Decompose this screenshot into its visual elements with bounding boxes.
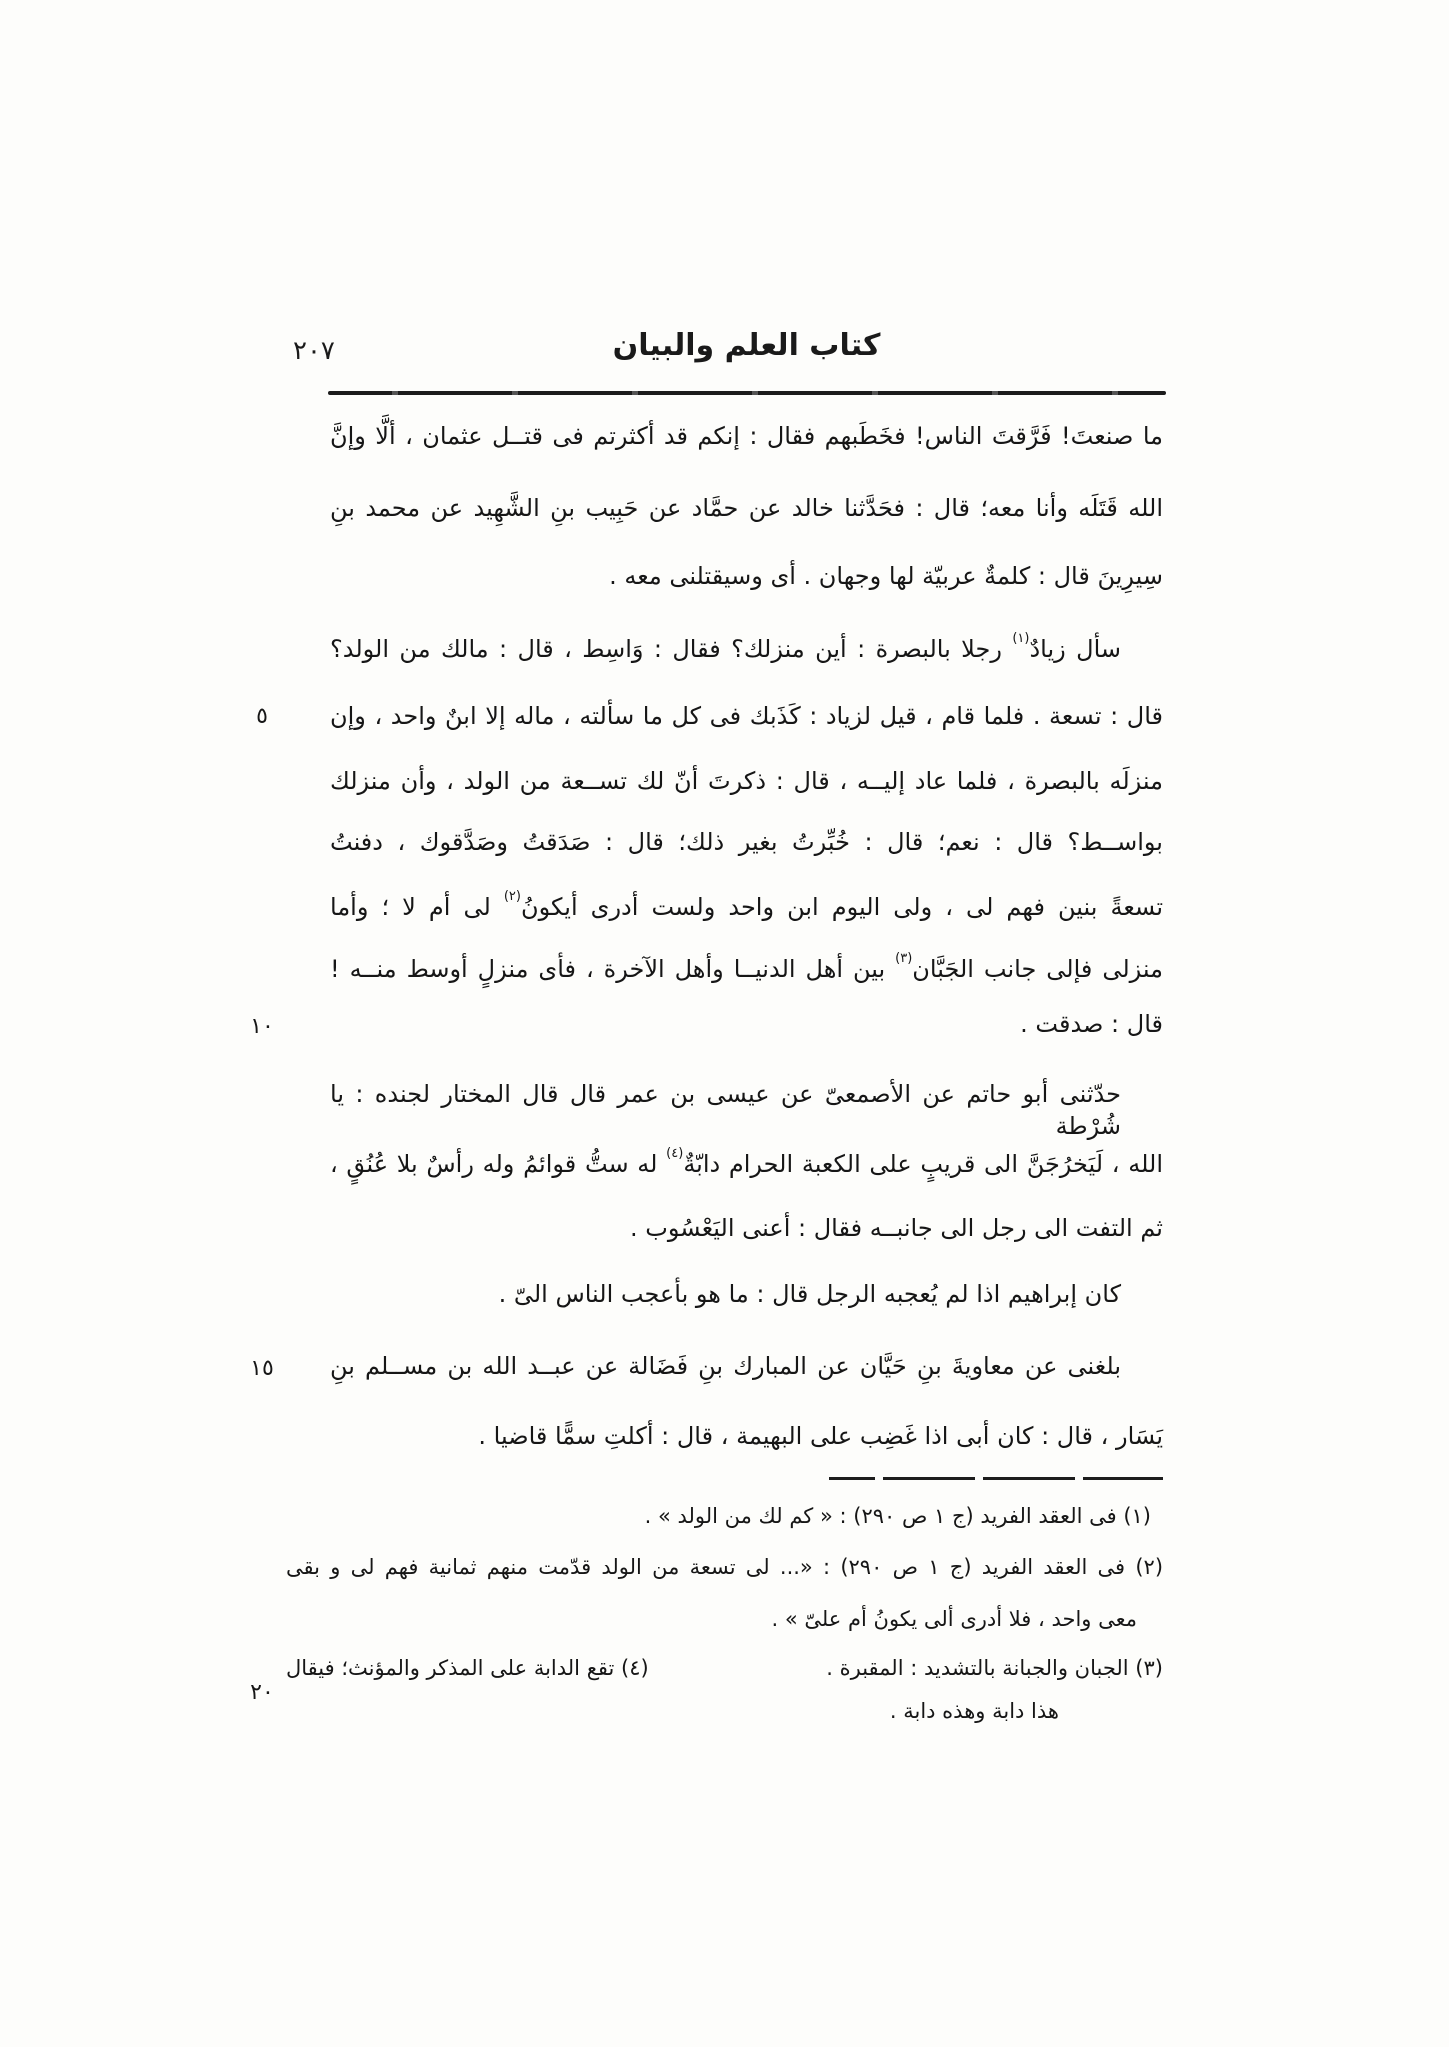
line-text: لى أم لا ؛ وأما bbox=[330, 893, 504, 921]
line-text: حدّثنى أبو حاتم عن الأصمعىّ عن عيسى بن عمر قال قال المختار لجنده : يا شُرْطة bbox=[330, 1080, 1121, 1141]
text-line bbox=[330, 1212, 1163, 1244]
text-line bbox=[330, 1008, 1163, 1040]
text-line bbox=[330, 1350, 1163, 1382]
line-text: سأل زيادٌ bbox=[1029, 635, 1121, 663]
line-text: بين أهل الدنيــا وأهل الآخرة ، فأى منزلٍ أوسط منــه ! bbox=[330, 955, 896, 983]
line-number-10: ١٠ bbox=[250, 1014, 274, 1039]
line-text: بلغنى عن معاويةَ بنِ حَيَّان عن المبارك بنِ فَضَالة عن عبــد الله بن مســلم بنِ bbox=[330, 1352, 1121, 1380]
footnote-ref-2: (٢) bbox=[503, 889, 521, 904]
text-line bbox=[330, 700, 1163, 732]
footnote-4-line-2: هذا دابة وهذه دابة . bbox=[889, 1699, 1059, 1723]
line-text: قال : صدقت . bbox=[1020, 1010, 1163, 1038]
line-text: يَسَار ، قال : كان أبى اذا غَضِب على البهيمة ، قال : أكلتِ سمًّا قاضيا . bbox=[478, 1422, 1163, 1450]
line-text: سِيرِينَ قال : كلمةٌ عربيّة لها وجهان . أى وسيقتلنى معه . bbox=[609, 562, 1163, 590]
line-number-15: ١٥ bbox=[250, 1356, 274, 1381]
line-number-5: ٥ bbox=[256, 704, 268, 729]
line-text: الله ، لَيَخرُجَنَّ الى قريبٍ على الكعبة الحرام دابّةٌ bbox=[683, 1150, 1163, 1178]
line-text: ثم التفت الى رجل الى جانبــه فقال : أعنى اليَعْسُوب . bbox=[630, 1214, 1163, 1242]
page-number: ٢٠٧ bbox=[293, 336, 335, 366]
line-text: الله قَتَلَه وأنا معه؛ قال : فحَدَّثنا خالد عن حمَّاد عن حَبِيب بنِ الشَّهِيد عن محمد بنِ bbox=[330, 494, 1163, 522]
footnote-2-line-2: معى واحد ، فلا أدرى ألى يكونُ أم علىّ » . bbox=[771, 1607, 1137, 1631]
text-line bbox=[330, 420, 1163, 452]
text-line bbox=[330, 950, 1163, 985]
header-rule bbox=[328, 391, 1166, 395]
text-line bbox=[330, 888, 1163, 923]
line-text: قال : تسعة . فلما قام ، قيل لزياد : كَذَبك فى كل ما سألته ، ماله إلا ابنٌ واحد ، وإن bbox=[330, 702, 1163, 730]
line-text: ما صنعتَ! فَرَّقتَ الناس! فخَطَبهم فقال : إنكم قد أكثرتم فى قتــل عثمان ، ألَّا وإنَّ bbox=[330, 422, 1163, 450]
footnote-ref-1: (١) bbox=[1012, 631, 1030, 646]
line-text: بواســط؟ قال : نعم؛ قال : خُبِّرتُ بغير ذلك؛ قال : صَدَقتُ وصَدَّقوك ، دفنتُ bbox=[330, 828, 1163, 856]
line-number-20: ٢٠ bbox=[250, 1680, 274, 1705]
footnote-1: (١) فى العقد الفريد (ج ١ ص ٢٩٠) : « كم لك من الولد » . bbox=[644, 1504, 1151, 1528]
text-line bbox=[330, 1420, 1163, 1452]
footnote-3: (٣) الجبان والجبانة بالتشديد : المقبرة . bbox=[826, 1656, 1163, 1680]
text-line bbox=[330, 765, 1163, 797]
line-text: كان إبراهيم اذا لم يُعجبه الرجل قال : ما هو بأعجب الناس الىّ . bbox=[498, 1280, 1121, 1308]
line-text: له ستُّ قوائمُ وله رأسٌ بلا عُنُقٍ ، bbox=[330, 1150, 667, 1178]
line-text: منزلى فإلى جانب الجَبَّان bbox=[912, 955, 1163, 983]
running-title: كتاب العلم والبيان bbox=[612, 328, 881, 363]
text-line bbox=[330, 1145, 1163, 1180]
footnote-ref-3: (٣) bbox=[895, 951, 913, 966]
text-line bbox=[330, 1278, 1163, 1310]
line-text: رجلا بالبصرة : أين منزلك؟ فقال : وَاسِط ، قال : مالك من الولد؟ bbox=[330, 635, 1013, 663]
text-line bbox=[330, 1078, 1163, 1143]
line-text: تسعةً بنين فهم لى ، ولى اليوم ابن واحد ولست أدرى أيكونُ bbox=[520, 893, 1164, 921]
footnote-separator bbox=[829, 1477, 1163, 1480]
footnote-2-line-1: (٢) فى العقد الفريد (ج ١ ص ٢٩٠) : «... لى تسعة من الولد قدّمت منهم ثمانية فهم لى و بقى bbox=[286, 1555, 1164, 1579]
line-text: منزلَه بالبصرة ، فلما عاد إليــه ، قال : ذكرتَ أنّ لك تســعة من الولد ، وأن منزلك bbox=[330, 767, 1163, 795]
footnote-4-line-1: (٤) تقع الدابة على المذكر والمؤنث؛ فيقال bbox=[286, 1656, 649, 1680]
text-line bbox=[330, 560, 1163, 592]
text-line bbox=[330, 630, 1163, 665]
text-line bbox=[330, 826, 1163, 858]
text-line bbox=[330, 492, 1163, 524]
footnote-row-3-4 bbox=[286, 1654, 1163, 1682]
footnote-ref-4: (٤) bbox=[666, 1146, 684, 1161]
